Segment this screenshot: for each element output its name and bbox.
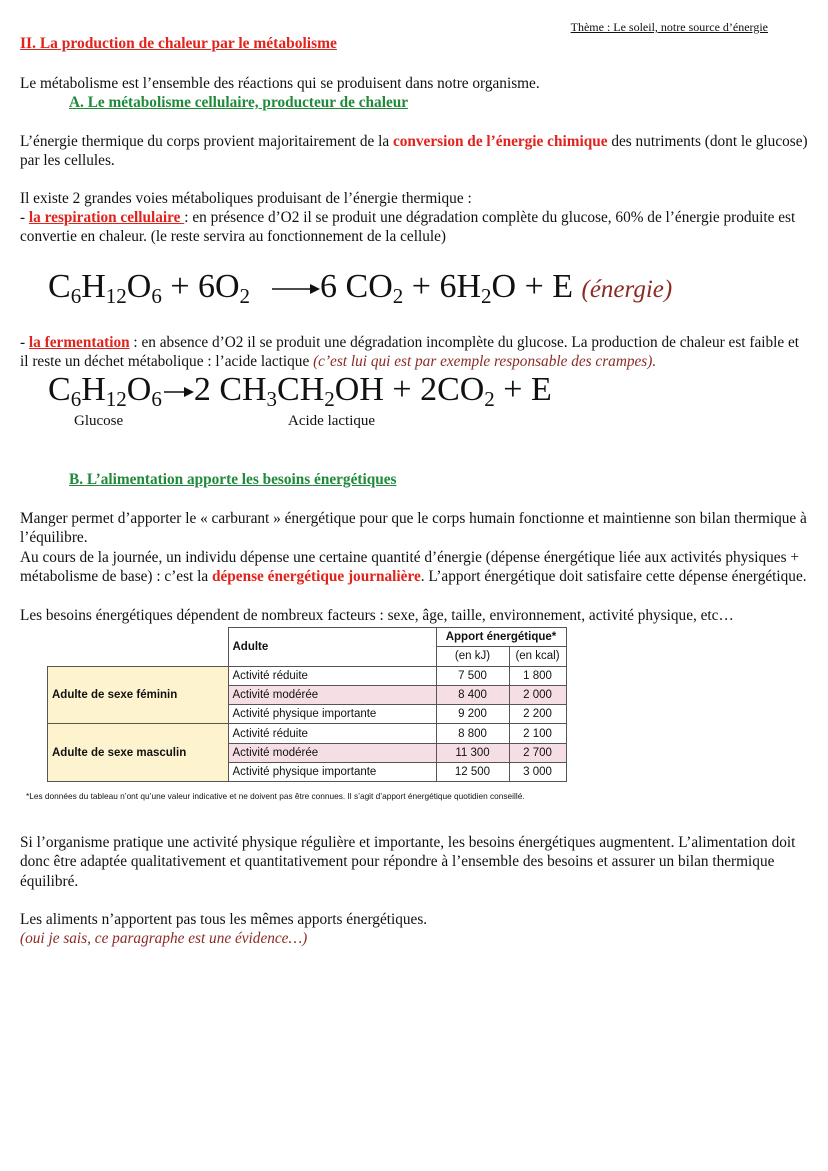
fermentation-term: la fermentation bbox=[28, 334, 130, 351]
daily-expenditure-highlight: dépense énergétique journalière bbox=[212, 568, 421, 586]
kcal-cell: 1 800 bbox=[509, 666, 566, 685]
section-title: II. La production de chaleur par le métabolisme bbox=[20, 35, 337, 52]
subsection-a-title: A. Le métabolisme cellulaire, producteur de chaleur bbox=[69, 94, 409, 111]
activity-cell: Activité modérée bbox=[228, 685, 436, 704]
female-group-label: Adulte de sexe féminin bbox=[48, 666, 229, 724]
kj-cell: 9 200 bbox=[436, 705, 509, 724]
kj-cell: 8 400 bbox=[436, 685, 509, 704]
intro-paragraph: Le métabolisme est l’ensemble des réactions qui se produisent dans notre organisme. bbox=[20, 75, 540, 92]
respiration-term: la respiration cellulaire bbox=[28, 209, 185, 226]
cramp-note: (c’est lui qui est par exemple responsable des crampes). bbox=[313, 353, 657, 371]
activity-cell: Activité réduite bbox=[228, 724, 436, 743]
reaction-arrow-icon bbox=[162, 385, 194, 399]
kj-cell: 12 500 bbox=[436, 763, 509, 782]
kcal-cell: 2 000 bbox=[509, 685, 566, 704]
kcal-cell: 2 200 bbox=[509, 705, 566, 724]
table-row bbox=[48, 666, 567, 685]
subsection-b-title: B. L’alimentation apporte les besoins énergétiques bbox=[69, 471, 397, 488]
adult-column-header: Adulte bbox=[228, 628, 436, 667]
kj-cell: 11 300 bbox=[436, 743, 509, 762]
energy-label: (énergie) bbox=[581, 276, 673, 303]
kcal-cell: 2 700 bbox=[509, 743, 566, 762]
respiration-paragraph: - la respiration cellulaire : en présence d’O2 il se produit une dégradation complète du glucose, 60% de l’énergie produite est convertie en chaleur. (le reste servira au fonctionnement de la cellule) bbox=[20, 209, 796, 246]
unit-kcal-header: (en kcal) bbox=[509, 647, 566, 666]
fermentation-equation: $C_6H_{12}O_6$ 2 $CH_3CH_2OH + 2CO_2 + E$ bbox=[48, 371, 552, 411]
kj-cell: 7 500 bbox=[436, 666, 509, 685]
reaction-arrow-icon bbox=[270, 282, 320, 296]
kj-cell: 8 800 bbox=[436, 724, 509, 743]
activity-cell: Activité physique importante bbox=[228, 705, 436, 724]
daily-expenditure-paragraph: Au cours de la journée, un individu dépense une certaine quantité d’énergie (dépense énergétique liée aux activités physiques + métabolisme de base) : c’est la dépense énergétique journalière. L’apport énergétique doit satisfaire cette dépense énergétique. bbox=[20, 549, 807, 586]
respiration-equation: $C_6H_{12}O_6 + 6O_2$ 6 $CO_2 + 6H_2O + E$ (énergie) bbox=[48, 268, 673, 308]
glucose-label: Glucose bbox=[74, 413, 124, 429]
kcal-cell: 3 000 bbox=[509, 763, 566, 782]
physical-activity-paragraph: Si l’organisme pratique une activité physique régulière et importante, les besoins énergétiques augmentent. L’alimentation doit donc être adaptée qualitativement et quantitativement pour répondre à l’ensemble des besoins et assurer un bilan thermique équilibré. bbox=[20, 834, 796, 890]
foods-paragraph: Les aliments n’apportent pas tous les mêmes apports énergétiques. bbox=[20, 911, 428, 928]
thermal-energy-paragraph: L’énergie thermique du corps provient majoritairement de la conversion de l’énergie chimique des nutriments (dont le glucose) par les cellules. bbox=[20, 133, 808, 170]
activity-cell: Activité modérée bbox=[228, 743, 436, 762]
activity-cell: Activité réduite bbox=[228, 666, 436, 685]
theme-header: Thème : Le soleil, notre source d’énergie bbox=[570, 20, 768, 34]
table-header-row bbox=[48, 628, 567, 647]
chemical-conversion-highlight: conversion de l’énergie chimique bbox=[392, 133, 608, 150]
unit-kj-header: (en kJ) bbox=[436, 647, 509, 666]
table-row bbox=[48, 724, 567, 743]
fuel-paragraph: Manger permet d’apporter le « carburant » énergétique pour que le corps humain fonctionne et maintienne son bilan thermique à l’équilibre. bbox=[20, 510, 807, 547]
activity-cell: Activité physique importante bbox=[228, 763, 436, 782]
evidence-note: (oui je sais, ce paragraphe est une évidence…) bbox=[20, 930, 308, 947]
metabolic-pathways-intro: Il existe 2 grandes voies métaboliques produisant de l’énergie thermique : bbox=[20, 190, 472, 207]
male-group-label: Adulte de sexe masculin bbox=[48, 724, 229, 782]
table-footnote: *Les données du tableau n’ont qu’une valeur indicative et ne doivent pas être connues. Il s’agit d’apport énergétique quotidien conseillé. bbox=[26, 791, 525, 801]
factors-paragraph: Les besoins énergétiques dépendent de nombreux facteurs : sexe, âge, taille, environnement, activité physique, etc… bbox=[20, 607, 734, 624]
energy-needs-table bbox=[47, 627, 567, 782]
fermentation-paragraph: - la fermentation : en absence d’O2 il se produit une dégradation incomplète du glucose. La production de chaleur est faible et il reste un déchet métabolique : l’acide lactique (c’est lui qui est par exemple responsable des crampes). bbox=[20, 334, 800, 371]
lactic-acid-label: Acide lactique bbox=[288, 413, 376, 429]
energy-intake-header: Apport énergétique* bbox=[436, 628, 566, 647]
kcal-cell: 2 100 bbox=[509, 724, 566, 743]
